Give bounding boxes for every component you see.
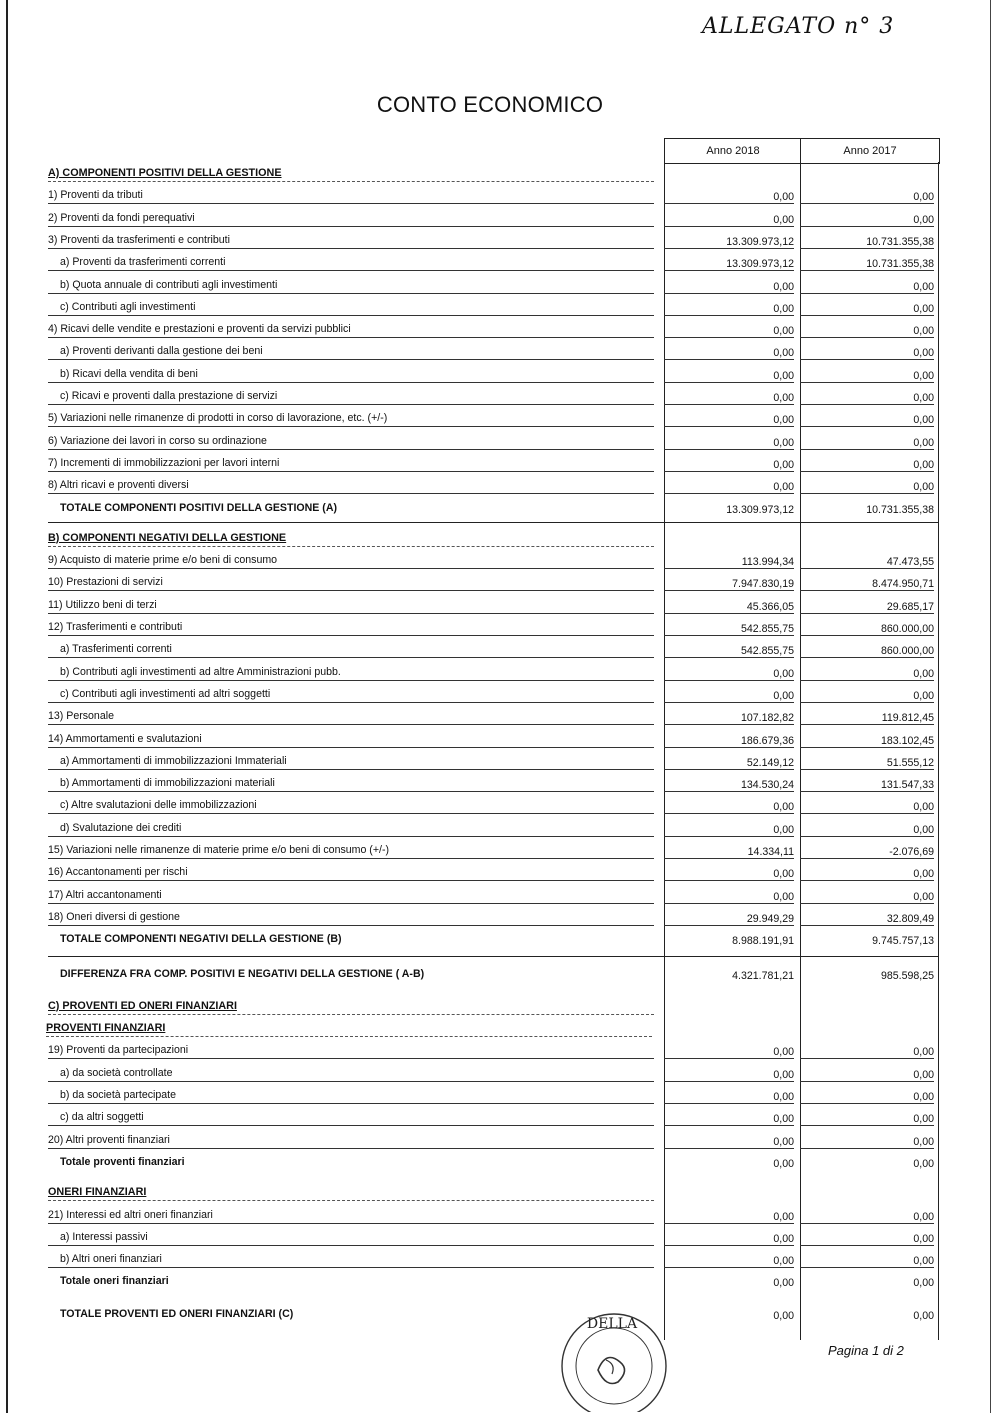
row-label: 21) Interessi ed altri oneri finanziari xyxy=(48,1205,654,1224)
value-2018: 0,00 xyxy=(664,684,794,703)
row-label: 15) Variazioni nelle rimanenze di materie prime e/o beni di consumo (+/-) xyxy=(48,840,654,859)
value-2018: 0,00 xyxy=(664,185,794,204)
value-2017: 0,00 xyxy=(800,662,934,681)
row-label: a) Trasferimenti correnti xyxy=(48,639,654,658)
value-2017: 0,00 xyxy=(800,1085,934,1104)
value-2017: 183.102,45 xyxy=(800,729,934,748)
table-row xyxy=(48,431,938,453)
table-row xyxy=(48,639,938,661)
row-label: 10) Prestazioni di servizi xyxy=(48,572,654,591)
value-2018: 0,00 xyxy=(664,662,794,681)
column-header-2017: Anno 2017 xyxy=(800,138,940,164)
table-row xyxy=(48,341,938,363)
row-label: 20) Altri proventi finanziari xyxy=(48,1130,654,1149)
row-label: a) da società controllate xyxy=(48,1063,654,1082)
value-2017: 0,00 xyxy=(800,431,934,450)
value-2017: 0,00 xyxy=(800,475,934,494)
row-label: c) da altri soggetti xyxy=(48,1107,654,1126)
value-2017: 0,00 xyxy=(800,386,934,405)
table-row xyxy=(48,1063,938,1085)
value-2017: 51.555,12 xyxy=(800,751,934,770)
value-2018: 0,00 xyxy=(664,795,794,814)
value-2018: 0,00 xyxy=(664,885,794,904)
row-label: TOTALE COMPONENTI NEGATIVI DELLA GESTIONE (B) xyxy=(60,933,342,946)
value-2017: 0,00 xyxy=(913,1157,934,1170)
row-label: 17) Altri accantonamenti xyxy=(48,885,654,904)
table-row xyxy=(48,706,938,728)
row-label: 12) Trasferimenti e contributi xyxy=(48,617,654,636)
handwritten-annotation: ALLEGATO n° 3 xyxy=(702,14,895,39)
table-row xyxy=(48,595,938,617)
row-label: 2) Proventi da fondi perequativi xyxy=(48,208,654,227)
row-label: B) COMPONENTI NEGATIVI DELLA GESTIONE xyxy=(48,528,654,547)
total-row xyxy=(48,929,938,951)
table-row xyxy=(48,572,938,594)
row-label: b) Ammortamenti di immobilizzazioni materiali xyxy=(48,773,654,792)
value-2018: 0,00 xyxy=(773,1309,794,1322)
row-label: 7) Incrementi di immobilizzazioni per lavori interni xyxy=(48,453,654,472)
column-header-2018: Anno 2018 xyxy=(664,138,801,164)
table-row xyxy=(48,662,938,684)
table-row xyxy=(48,684,938,706)
table-row xyxy=(48,1152,938,1174)
row-label: 8) Altri ricavi e proventi diversi xyxy=(48,475,654,494)
table-row xyxy=(48,751,938,773)
value-2017: 0,00 xyxy=(800,453,934,472)
value-2018: 0,00 xyxy=(664,208,794,227)
value-2018: 0,00 xyxy=(664,1130,794,1149)
value-2017: 29.685,17 xyxy=(800,595,934,614)
row-label: 19) Proventi da partecipazioni xyxy=(48,1040,654,1059)
row-label: d) Svalutazione dei crediti xyxy=(48,818,654,837)
table-row xyxy=(48,840,938,862)
value-2017: 32.809,49 xyxy=(800,907,934,926)
table-row xyxy=(48,230,938,252)
value-2018: 0,00 xyxy=(664,1249,794,1268)
row-label: a) Interessi passivi xyxy=(48,1227,654,1246)
value-2017: 131.547,33 xyxy=(800,773,934,792)
value-2018: 0,00 xyxy=(664,297,794,316)
official-stamp-seal xyxy=(548,1300,676,1412)
value-2017: 119.812,45 xyxy=(800,706,934,725)
value-2018: 0,00 xyxy=(664,1107,794,1126)
value-2018: 13.309.973,12 xyxy=(664,252,794,271)
value-2018: 186.679,36 xyxy=(664,729,794,748)
value-2018: 113.994,34 xyxy=(664,550,794,569)
row-label: DIFFERENZA FRA COMP. POSITIVI E NEGATIVI DELLA GESTIONE ( A-B) xyxy=(60,967,425,980)
section-subheading xyxy=(48,1018,938,1040)
page-title: CONTO ECONOMICO xyxy=(376,92,604,117)
total-row xyxy=(48,964,938,986)
table-row xyxy=(48,364,938,386)
value-2017: 0,00 xyxy=(913,1309,934,1322)
table-row xyxy=(48,297,938,319)
row-label: 6) Variazione dei lavori in corso su ordinazione xyxy=(48,431,654,450)
value-2017: 8.474.950,71 xyxy=(800,572,934,591)
table-row xyxy=(48,885,938,907)
value-2017: 0,00 xyxy=(800,297,934,316)
table-row xyxy=(48,773,938,795)
row-label: Totale oneri finanziari xyxy=(60,1275,169,1288)
table-row xyxy=(48,550,938,572)
table-row xyxy=(48,862,938,884)
value-2018: 542.855,75 xyxy=(664,617,794,636)
table-row xyxy=(48,795,938,817)
value-2017: 10.731.355,38 xyxy=(800,230,934,249)
row-label: a) Proventi derivanti dalla gestione dei beni xyxy=(48,341,654,360)
value-2017: 0,00 xyxy=(800,818,934,837)
value-2018: 29.949,29 xyxy=(664,907,794,926)
table-row xyxy=(48,617,938,639)
row-label: 9) Acquisto di materie prime e/o beni di consumo xyxy=(48,550,654,569)
table-row xyxy=(48,319,938,341)
value-2017: 0,00 xyxy=(800,408,934,427)
value-2018: 45.366,05 xyxy=(664,595,794,614)
value-2017: 0,00 xyxy=(800,1063,934,1082)
value-2018: 7.947.830,19 xyxy=(664,572,794,591)
row-label: TOTALE COMPONENTI POSITIVI DELLA GESTIONE (A) xyxy=(60,501,338,514)
row-label: c) Contributi agli investimenti xyxy=(48,297,654,316)
row-label: 11) Utilizzo beni di terzi xyxy=(48,595,654,614)
value-2018: 0,00 xyxy=(664,386,794,405)
row-label: TOTALE PROVENTI ED ONERI FINANZIARI (C) xyxy=(60,1307,294,1320)
value-2018: 0,00 xyxy=(664,408,794,427)
row-label: A) COMPONENTI POSITIVI DELLA GESTIONE xyxy=(48,163,654,182)
value-2017: 0,00 xyxy=(800,185,934,204)
row-label: b) Contributi agli investimenti ad altre Amministrazioni pubb. xyxy=(48,662,654,681)
table-row xyxy=(48,386,938,408)
row-label: 5) Variazioni nelle rimanenze di prodotti in corso di lavorazione, etc. (+/-) xyxy=(48,408,654,427)
value-2017: 0,00 xyxy=(800,885,934,904)
value-2017: 860.000,00 xyxy=(800,639,934,658)
table-row xyxy=(48,275,938,297)
value-2018: 4.321.781,21 xyxy=(732,969,794,982)
row-label: 4) Ricavi delle vendite e prestazioni e proventi da servizi pubblici xyxy=(48,319,654,338)
value-2018: 0,00 xyxy=(664,319,794,338)
row-label: a) Proventi da trasferimenti correnti xyxy=(48,252,654,271)
table-row xyxy=(48,1249,938,1271)
stamp-text: DELLA xyxy=(586,1316,638,1332)
value-2017: 0,00 xyxy=(800,1227,934,1246)
section-divider xyxy=(48,522,938,523)
value-2018: 52.149,12 xyxy=(664,751,794,770)
table-row xyxy=(48,208,938,230)
value-2018: 0,00 xyxy=(664,453,794,472)
row-label: c) Altre svalutazioni delle immobilizzazioni xyxy=(48,795,654,814)
value-2018: 107.182,82 xyxy=(664,706,794,725)
value-2017: 0,00 xyxy=(800,684,934,703)
table-row xyxy=(48,1040,938,1062)
row-label: b) Ricavi della vendita di beni xyxy=(48,364,654,383)
row-label: 13) Personale xyxy=(48,706,654,725)
value-2018: 134.530,24 xyxy=(664,773,794,792)
table-row xyxy=(48,1130,938,1152)
row-label: ONERI FINANZIARI xyxy=(48,1182,654,1201)
value-2017: 0,00 xyxy=(800,1205,934,1224)
value-2017: 0,00 xyxy=(800,1107,934,1126)
value-2017: 10.731.355,38 xyxy=(866,503,934,516)
value-2017: 10.731.355,38 xyxy=(800,252,934,271)
page-number: Pagina 1 di 2 xyxy=(828,1343,904,1358)
table-row xyxy=(48,818,938,840)
row-label: 1) Proventi da tributi xyxy=(48,185,654,204)
row-label: 18) Oneri diversi di gestione xyxy=(48,907,654,926)
value-2018: 14.334,11 xyxy=(664,840,794,859)
value-2017: 0,00 xyxy=(800,1130,934,1149)
value-2018: 0,00 xyxy=(664,1205,794,1224)
value-2018: 0,00 xyxy=(664,1227,794,1246)
value-2017: 0,00 xyxy=(800,319,934,338)
value-2017: 0,00 xyxy=(800,1040,934,1059)
value-2017: 860.000,00 xyxy=(800,617,934,636)
value-2017: -2.076,69 xyxy=(800,840,934,859)
value-2018: 0,00 xyxy=(664,341,794,360)
table-row xyxy=(48,408,938,430)
value-2017: 0,00 xyxy=(800,1249,934,1268)
table-row xyxy=(48,907,938,929)
table-row xyxy=(48,185,938,207)
value-2018: 0,00 xyxy=(664,364,794,383)
value-2017: 985.598,25 xyxy=(880,969,934,982)
value-2018: 0,00 xyxy=(664,862,794,881)
table-row xyxy=(48,1085,938,1107)
row-label: b) Quota annuale di contributi agli investimenti xyxy=(48,275,654,294)
section-heading xyxy=(48,996,938,1018)
table-row xyxy=(48,252,938,274)
value-2017: 0,00 xyxy=(800,208,934,227)
section-heading xyxy=(48,528,938,550)
table-row xyxy=(48,1227,938,1249)
value-2017: 47.473,55 xyxy=(800,550,934,569)
row-label: a) Ammortamenti di immobilizzazioni Immateriali xyxy=(48,751,654,770)
value-2018: 0,00 xyxy=(664,431,794,450)
value-2018: 13.309.973,12 xyxy=(726,503,794,516)
row-label: C) PROVENTI ED ONERI FINANZIARI xyxy=(48,996,654,1015)
row-label: b) da società partecipate xyxy=(48,1085,654,1104)
value-2017: 0,00 xyxy=(800,795,934,814)
row-label: c) Ricavi e proventi dalla prestazione di servizi xyxy=(48,386,654,405)
row-label: PROVENTI FINANZIARI xyxy=(46,1018,652,1037)
table-row xyxy=(48,1205,938,1227)
value-2017: 0,00 xyxy=(800,862,934,881)
value-2017: 9.745.757,13 xyxy=(872,935,934,948)
row-label: 14) Ammortamenti e svalutazioni xyxy=(48,729,654,748)
row-label: c) Contributi agli investimenti ad altri soggetti xyxy=(48,684,654,703)
table-row xyxy=(48,1271,938,1293)
value-2018: 542.855,75 xyxy=(664,639,794,658)
value-2018: 0,00 xyxy=(664,1040,794,1059)
value-2018: 0,00 xyxy=(664,275,794,294)
row-label: Totale proventi finanziari xyxy=(60,1155,185,1168)
value-2018: 0,00 xyxy=(664,1085,794,1104)
section-heading xyxy=(48,163,938,185)
value-2018: 8.988.191,91 xyxy=(732,935,794,948)
table-row xyxy=(48,453,938,475)
total-row xyxy=(48,1304,938,1326)
value-2018: 13.309.973,12 xyxy=(664,230,794,249)
row-label: 16) Accantonamenti per rischi xyxy=(48,862,654,881)
value-2018: 0,00 xyxy=(773,1277,794,1290)
value-2017: 0,00 xyxy=(800,275,934,294)
value-2018: 0,00 xyxy=(664,818,794,837)
value-2018: 0,00 xyxy=(664,475,794,494)
value-2018: 0,00 xyxy=(664,1063,794,1082)
total-row xyxy=(48,498,938,520)
value-2017: 0,00 xyxy=(800,341,934,360)
row-label: 3) Proventi da trasferimenti e contributi xyxy=(48,230,654,249)
table-row xyxy=(48,1107,938,1129)
row-label: b) Altri oneri finanziari xyxy=(48,1249,654,1268)
value-2017: 0,00 xyxy=(913,1277,934,1290)
value-2017: 0,00 xyxy=(800,364,934,383)
section-heading xyxy=(48,1182,938,1204)
section-divider xyxy=(48,956,938,957)
table-row xyxy=(48,729,938,751)
table-row xyxy=(48,475,938,497)
value-2018: 0,00 xyxy=(773,1157,794,1170)
